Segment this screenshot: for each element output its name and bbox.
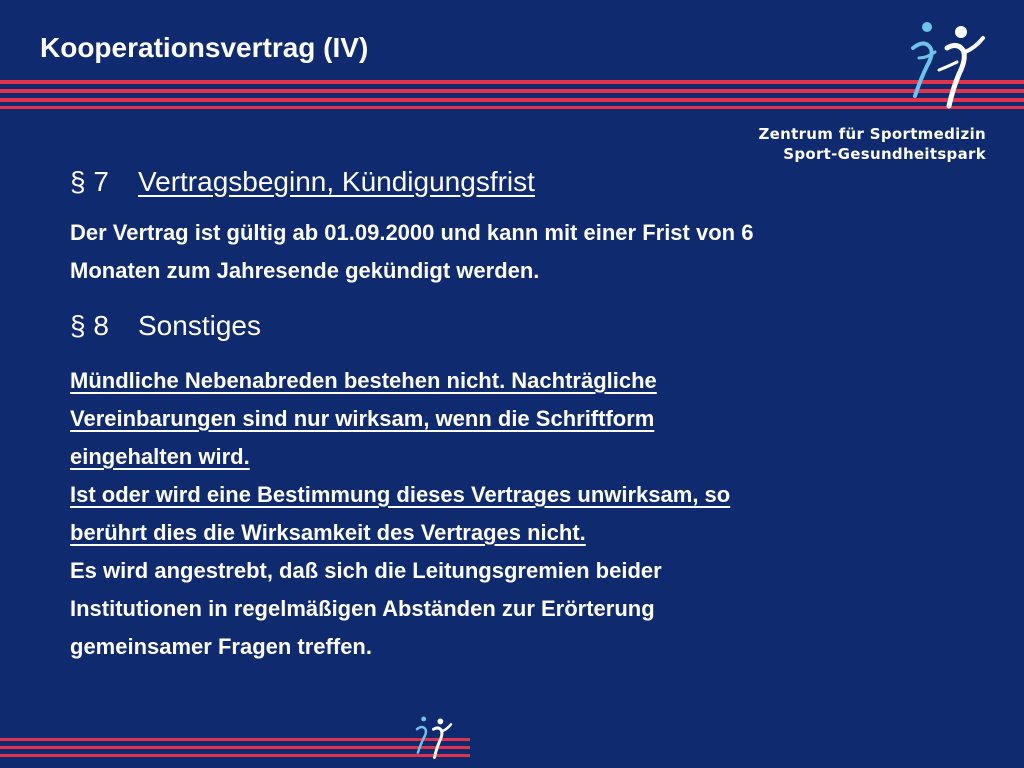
- figures-logo-icon: [905, 18, 987, 110]
- header-stripes: [0, 80, 1024, 110]
- section-7-text-line: Monaten zum Jahresende gekündigt werden.: [70, 258, 540, 283]
- section-8-text-line: eingehalten wird.: [70, 444, 250, 469]
- slide-title: Kooperationsvertrag (IV): [40, 32, 369, 63]
- figures-logo-icon: [413, 714, 453, 760]
- org-name-line1: Zentrum für Sportmedizin: [758, 125, 986, 143]
- footer-stripes: [0, 738, 470, 762]
- organization-name: [759, 124, 987, 164]
- section-7-text: [70, 214, 970, 290]
- section-8-title: Sonstiges: [138, 310, 261, 341]
- section-7-title: Vertragsbeginn, Kündigungsfrist: [138, 166, 535, 197]
- section-8-text-line: berührt dies die Wirksamkeit des Vertrages nicht.: [70, 520, 586, 545]
- section-8-text-line: Es wird angestrebt, daß sich die Leitungsgremien beider: [70, 558, 662, 583]
- section-8-heading: [70, 308, 970, 344]
- section-7-number: § 7: [70, 166, 109, 197]
- section-8-text-line: Institutionen in regelmäßigen Abständen zur Erörterung: [70, 596, 655, 621]
- org-name-line2: Sport-Gesundheitspark: [783, 145, 986, 163]
- section-8-text-line: Ist oder wird eine Bestimmung dieses Vertrages unwirksam, so: [70, 482, 731, 507]
- section-7-text-line: Der Vertrag ist gültig ab 01.09.2000 und kann mit einer Frist von 6: [70, 220, 754, 245]
- slide-content: [70, 164, 970, 666]
- section-8-text: [70, 362, 970, 666]
- section-8-number: § 8: [70, 310, 109, 341]
- section-8-text-line: Mündliche Nebenabreden bestehen nicht. Nachträgliche: [70, 368, 657, 393]
- section-8-text-line: gemeinsamer Fragen treffen.: [70, 634, 372, 659]
- section-7-heading: [70, 164, 970, 200]
- section-8-text-line: Vereinbarungen sind nur wirksam, wenn die Schriftform: [70, 406, 655, 431]
